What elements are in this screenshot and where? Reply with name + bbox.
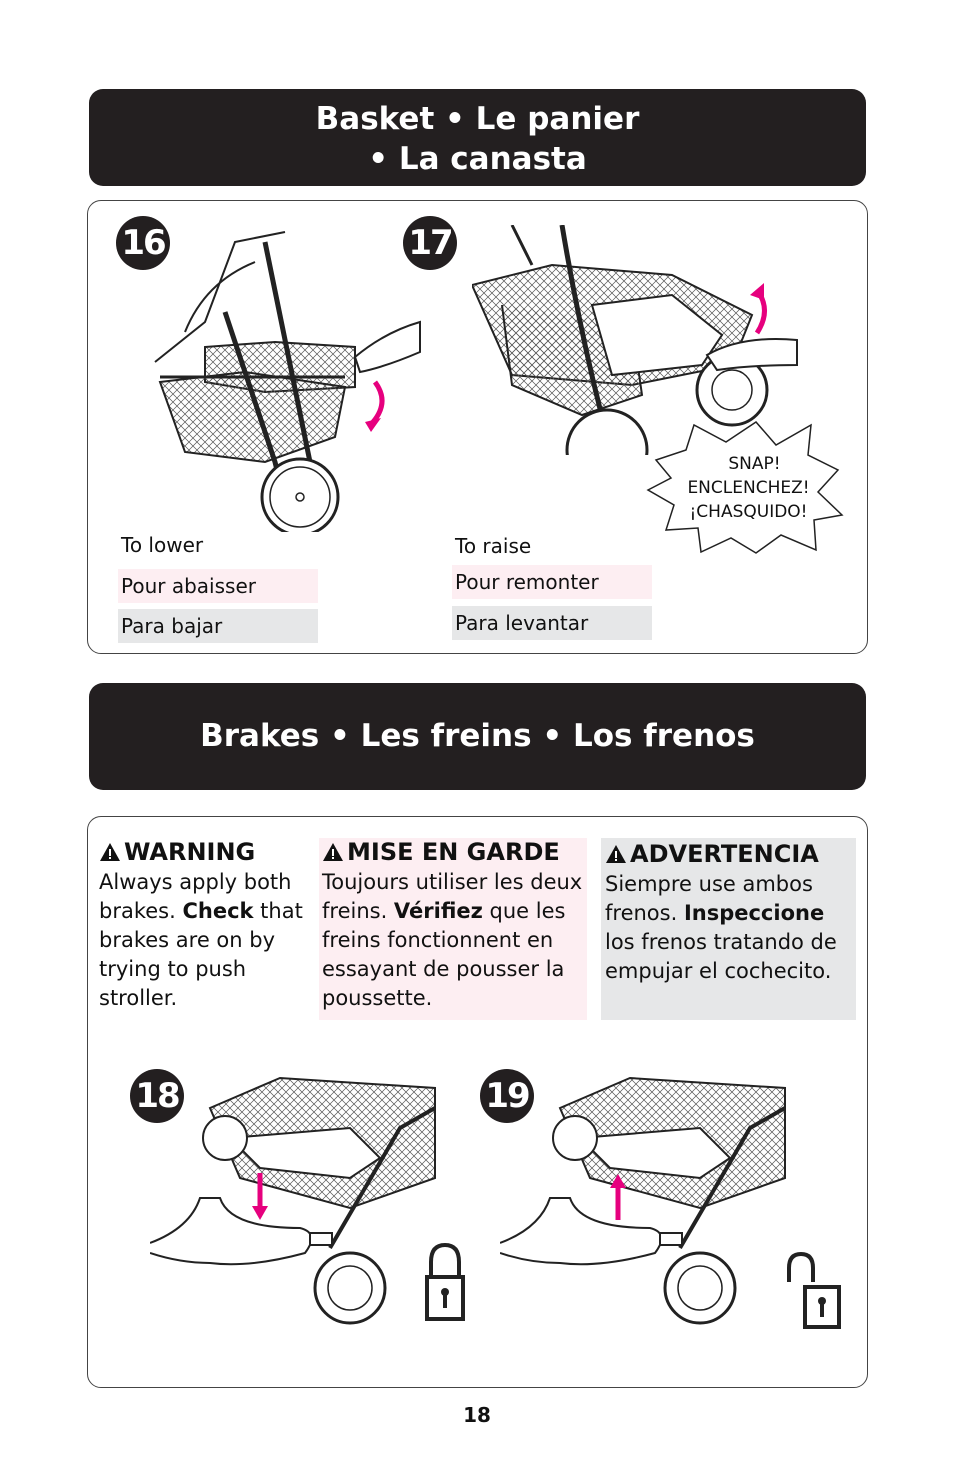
- brakes-title: Brakes • Les freins • Los frenos: [200, 718, 755, 754]
- warning-triangle-icon: [322, 842, 344, 862]
- page-number: 18: [463, 1403, 491, 1427]
- basket-lower-illustration: [145, 222, 425, 532]
- snap-text: [666, 452, 831, 524]
- warning-es-box: [601, 838, 856, 1020]
- step-19-number: 19: [480, 1069, 534, 1123]
- warning-en-text: Always apply both brakes. Check that brakes are on by trying to push stroller.: [99, 870, 303, 1010]
- step-18-number: 18: [130, 1069, 184, 1123]
- basket-section-banner: [89, 89, 866, 186]
- step-16-number: 16: [116, 216, 170, 270]
- warning-triangle-icon: [99, 842, 121, 862]
- snap-fr: ENCLENCHEZ!: [687, 478, 810, 498]
- lower-label-es: Para bajar: [118, 609, 318, 643]
- raise-label-es: Para levantar: [452, 606, 652, 640]
- raise-label-en: To raise: [455, 534, 532, 558]
- locked-padlock-icon: [425, 1242, 465, 1322]
- basket-title-line2: • La canasta: [368, 141, 587, 177]
- warning-triangle-icon: [605, 844, 627, 864]
- unlocked-padlock-icon: [783, 1252, 843, 1332]
- snap-es: ¡CHASQUIDO!: [689, 502, 808, 522]
- warning-fr-heading: MISE EN GARDE: [347, 838, 560, 866]
- warning-en-box: [99, 838, 309, 1013]
- warning-es-heading: ADVERTENCIA: [630, 840, 819, 868]
- brake-apply-illustration: [150, 1068, 440, 1328]
- snap-en: SNAP!: [728, 454, 781, 474]
- warning-en-heading: WARNING: [124, 838, 256, 866]
- brake-release-illustration: [500, 1068, 790, 1328]
- brakes-section-banner: [89, 683, 866, 790]
- lower-label-en: To lower: [121, 533, 204, 557]
- step-17-number: 17: [403, 216, 457, 270]
- lower-label-fr: Pour abaisser: [118, 569, 318, 603]
- warning-es-text: Siempre use ambos frenos. Inspeccione los frenos tratando de empujar el cochecito.: [605, 872, 837, 983]
- basket-title-line1: Basket • Le panier: [315, 101, 640, 137]
- warning-fr-text: Toujours utiliser les deux freins. Vérifiez que les freins fonctionnent en essayant de pousser la poussette.: [322, 870, 583, 1010]
- raise-label-fr: Pour remonter: [452, 565, 652, 599]
- warning-fr-box: [319, 838, 587, 1020]
